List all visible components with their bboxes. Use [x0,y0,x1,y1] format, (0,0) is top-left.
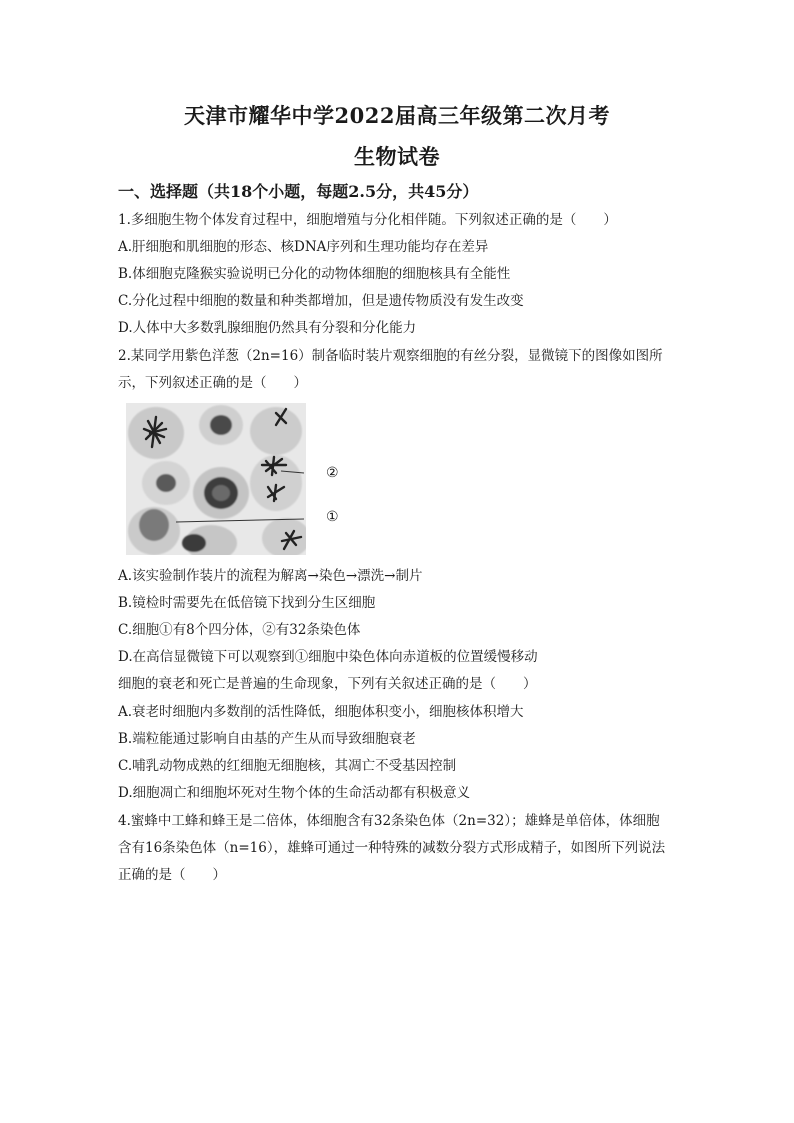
figure-label-1: ① [326,509,339,525]
q1-option-a: A.肝细胞和肌细胞的形态、核DNA序列和生理功能均存在差异 [118,239,489,255]
q4-stem-line3: 正确的是（ ） [118,867,226,883]
exam-title: 天津市耀华中学2022届高三年级第二次月考 [184,103,610,128]
exam-subtitle: 生物试卷 [354,144,440,169]
q2-option-c: C.细胞①有8个四分体，②有32条染色体 [118,622,361,638]
q1-option-d: D.人体中大多数乳腺细胞仍然具有分裂和分化能力 [118,320,417,336]
q4-stem-line2: 含有16条染色体（n=16），雄蜂可通过一种特殊的减数分裂方式形成精子，如图所下列说法 [118,840,666,856]
figure-label-2: ② [326,465,339,481]
q2-stem-line2: 示，下列叙述正确的是（ ） [118,375,307,391]
micrograph-figure [126,403,306,555]
q3-option-a: A.衰老时细胞内多数削的活性降低，细胞体积变小，细胞核体积增大 [118,704,524,720]
q4-stem-line1: 4.蜜蜂中工蜂和蜂王是二倍体，体细胞含有32条染色体（2n=32）；雄蜂是单倍体，体细胞 [118,813,660,829]
q1-option-c: C.分化过程中细胞的数量和种类都增加，但是遗传物质没有发生改变 [118,293,524,309]
q3-option-c: C.哺乳动物成熟的红细胞无细胞核，其凋亡不受基因控制 [118,758,457,774]
section-heading: 一、选择题（共18个小题，每题2.5分，共45分） [118,182,479,201]
q3-stem: 细胞的衰老和死亡是普遍的生命现象，下列有关叙述正确的是（ ） [118,676,537,692]
q2-option-b: B.镜检时需要先在低倍镜下找到分生区细胞 [118,595,376,611]
q3-option-b: B.端粒能通过影响自由基的产生从而导致细胞衰老 [118,731,416,747]
q1-option-b: B.体细胞克隆猴实验说明已分化的动物体细胞的细胞核具有全能性 [118,266,511,282]
q1-stem: 1.多细胞生物个体发育过程中，细胞增殖与分化相伴随。下列叙述正确的是（ ） [118,212,617,228]
q2-stem-line1: 2.某同学用紫色洋葱（2n=16）制备临时装片观察细胞的有丝分裂，显微镜下的图像如图所 [118,348,663,364]
q2-option-a: A.该实验制作装片的流程为解离→染色→漂洗→制片 [118,568,423,584]
q3-option-d: D.细胞凋亡和细胞坏死对生物个体的生命活动都有积极意义 [118,785,471,801]
q2-option-d: D.在高信显微镜下可以观察到①细胞中染色体向赤道板的位置缓慢移动 [118,649,538,665]
